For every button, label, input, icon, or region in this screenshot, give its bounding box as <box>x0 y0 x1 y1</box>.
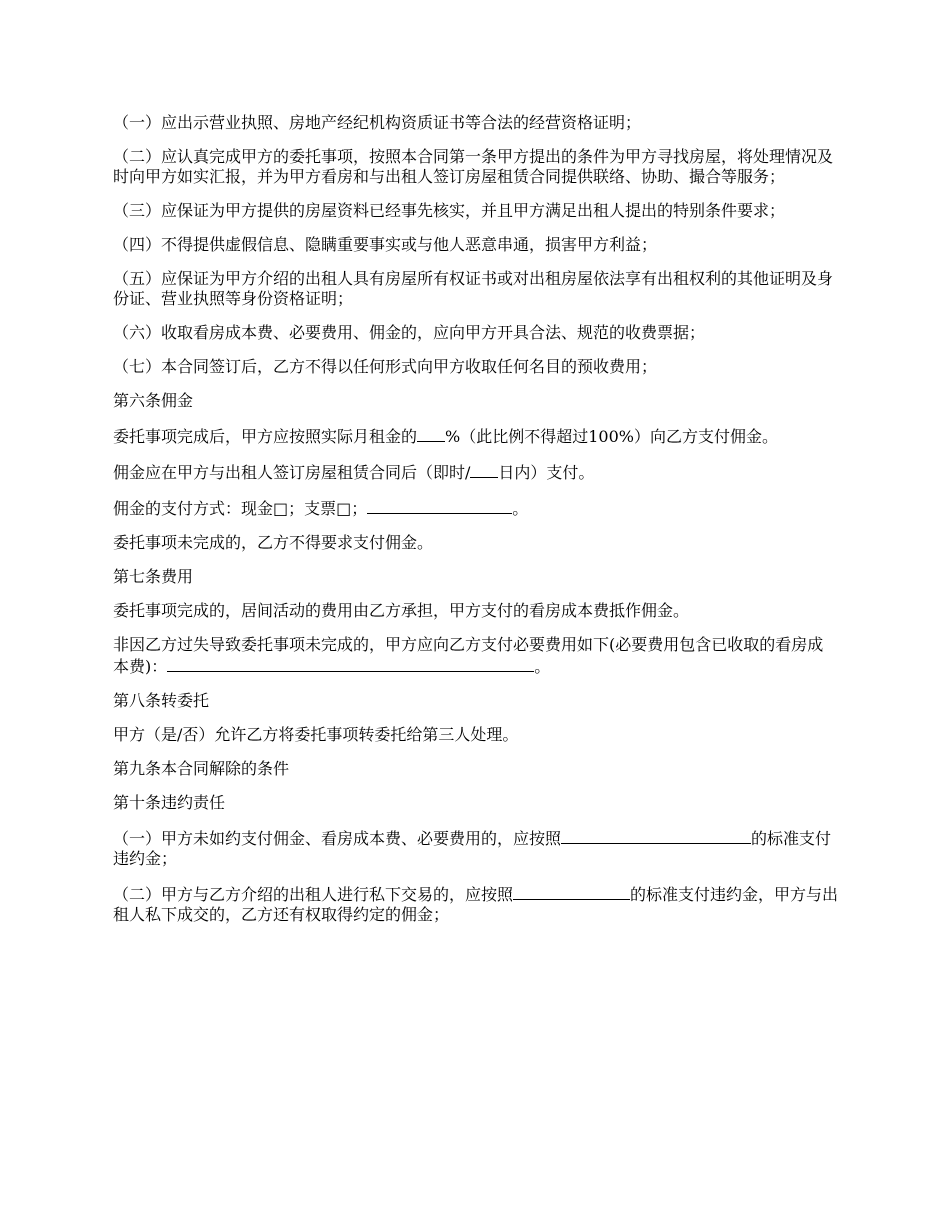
document-page <box>113 113 839 939</box>
paragraph-7 <box>113 357 839 377</box>
section-8-title: 第八条转委托 <box>113 691 210 710</box>
fill-in-blank-days[interactable] <box>470 461 498 478</box>
fill-in-blank-penalty-2[interactable] <box>513 883 630 900</box>
para-15-text-a: 非因乙方过失导致委托事项未完成的，甲方应向乙方支付必要费用如下( <box>113 635 616 654</box>
section-heading-termination <box>113 759 839 779</box>
para-1-text: （一）应出示营业执照、房地产经纪机构资质证书等合法的经营资格证明； <box>113 113 642 132</box>
para-21-text-a: （二）甲方与乙方介绍的出租人进行私下交易的，应按照 <box>113 885 514 904</box>
para-14-text: 委托事项完成的，居间活动的费用由乙方承担，甲方支付的看房成本费抵作佣金。 <box>113 601 690 620</box>
para-9-text-b: %（此比例不得超过100%）向乙方支付佣金。 <box>445 427 778 446</box>
para-20-text-b: 的标准支付违约金； <box>113 829 832 868</box>
para-9-text-a: 委托事项完成后，甲方应按照实际月租金的 <box>113 427 418 446</box>
para-12-text: 委托事项未完成的，乙方不得要求支付佣金。 <box>113 533 434 552</box>
paragraph-3 <box>113 201 839 221</box>
para-20-text-a: （一）甲方未如约支付佣金、看房成本费、必要费用的，应按照 <box>113 829 562 848</box>
para-2-text: （二）应认真完成甲方的委托事项，按照本合同第一条甲方提出的条件为甲方寻找房屋，将处理情况及时向甲方如实汇报，并为甲方看房和与出租人签订房屋租赁合同提供联络、协助、撮合等服务； <box>113 147 834 186</box>
section-heading-subcontract <box>113 691 839 711</box>
para-21-text-b: 的标准支付违约金，甲方与出租人私下成交的，乙方还有权取得约定的佣金； <box>113 885 839 924</box>
paragraph-payment-method <box>113 497 839 519</box>
paragraph-4 <box>113 235 839 255</box>
para-11-text-b: 。 <box>512 499 529 518</box>
para-15-text-b: 必要费用包含已收取的看房成本费)： <box>113 635 824 676</box>
section-7-title: 第七条费用 <box>113 567 194 586</box>
para-4-text: （四）不得提供虚假信息、隐瞒重要事实或与他人恶意串通，损害甲方利益； <box>113 235 658 254</box>
paragraph-2 <box>113 147 839 187</box>
paragraph-5 <box>113 269 839 309</box>
paragraph-17 <box>113 725 839 745</box>
para-10-text-a: 佣金应在甲方与出租人签订房屋租赁合同后（即时/ <box>113 463 471 482</box>
section-6-title: 第六条佣金 <box>113 391 194 410</box>
section-heading-commission <box>113 391 839 411</box>
fill-in-blank-penalty-1[interactable] <box>561 827 751 844</box>
paragraph-6 <box>113 323 839 343</box>
paragraph-necessary-fees <box>113 635 839 677</box>
paragraph-penalty-2 <box>113 883 839 925</box>
fill-in-blank-necessary-fees[interactable] <box>167 655 534 672</box>
paragraph-12 <box>113 533 839 553</box>
para-7-text: （七）本合同签订后，乙方不得以任何形式向甲方收取任何名目的预收费用； <box>113 357 658 376</box>
para-6-text: （六）收取看房成本费、必要费用、佣金的，应向甲方开具合法、规范的收费票据； <box>113 323 706 342</box>
paragraph-14 <box>113 601 839 621</box>
para-15-text-c: 。 <box>534 657 551 676</box>
para-11-text-a: 佣金的支付方式：现金□；支票□； <box>113 499 368 518</box>
para-3-text: （三）应保证为甲方提供的房屋资料已经事先核实，并且甲方满足出租人提出的特别条件要求； <box>113 201 786 220</box>
section-heading-fees <box>113 567 839 587</box>
para-10-text-b: 日内）支付。 <box>498 463 595 482</box>
para-17-text: 甲方（是/否）允许乙方将委托事项转委托给第三人处理。 <box>113 725 519 744</box>
fill-in-blank-payment-method[interactable] <box>367 497 512 514</box>
section-10-title: 第十条违约责任 <box>113 793 226 812</box>
paragraph-commission-timing <box>113 461 839 483</box>
paragraph-commission-rate <box>113 425 839 447</box>
paragraph-1 <box>113 113 839 133</box>
section-9-title: 第九条本合同解除的条件 <box>113 759 290 778</box>
section-heading-liability <box>113 793 839 813</box>
para-5-text: （五）应保证为甲方介绍的出租人具有房屋所有权证书或对出租房屋依法享有出租权利的其他证明及身份证、营业执照等身份资格证明； <box>113 269 834 308</box>
fill-in-blank-rate[interactable] <box>417 425 445 442</box>
paragraph-penalty-1 <box>113 827 839 869</box>
